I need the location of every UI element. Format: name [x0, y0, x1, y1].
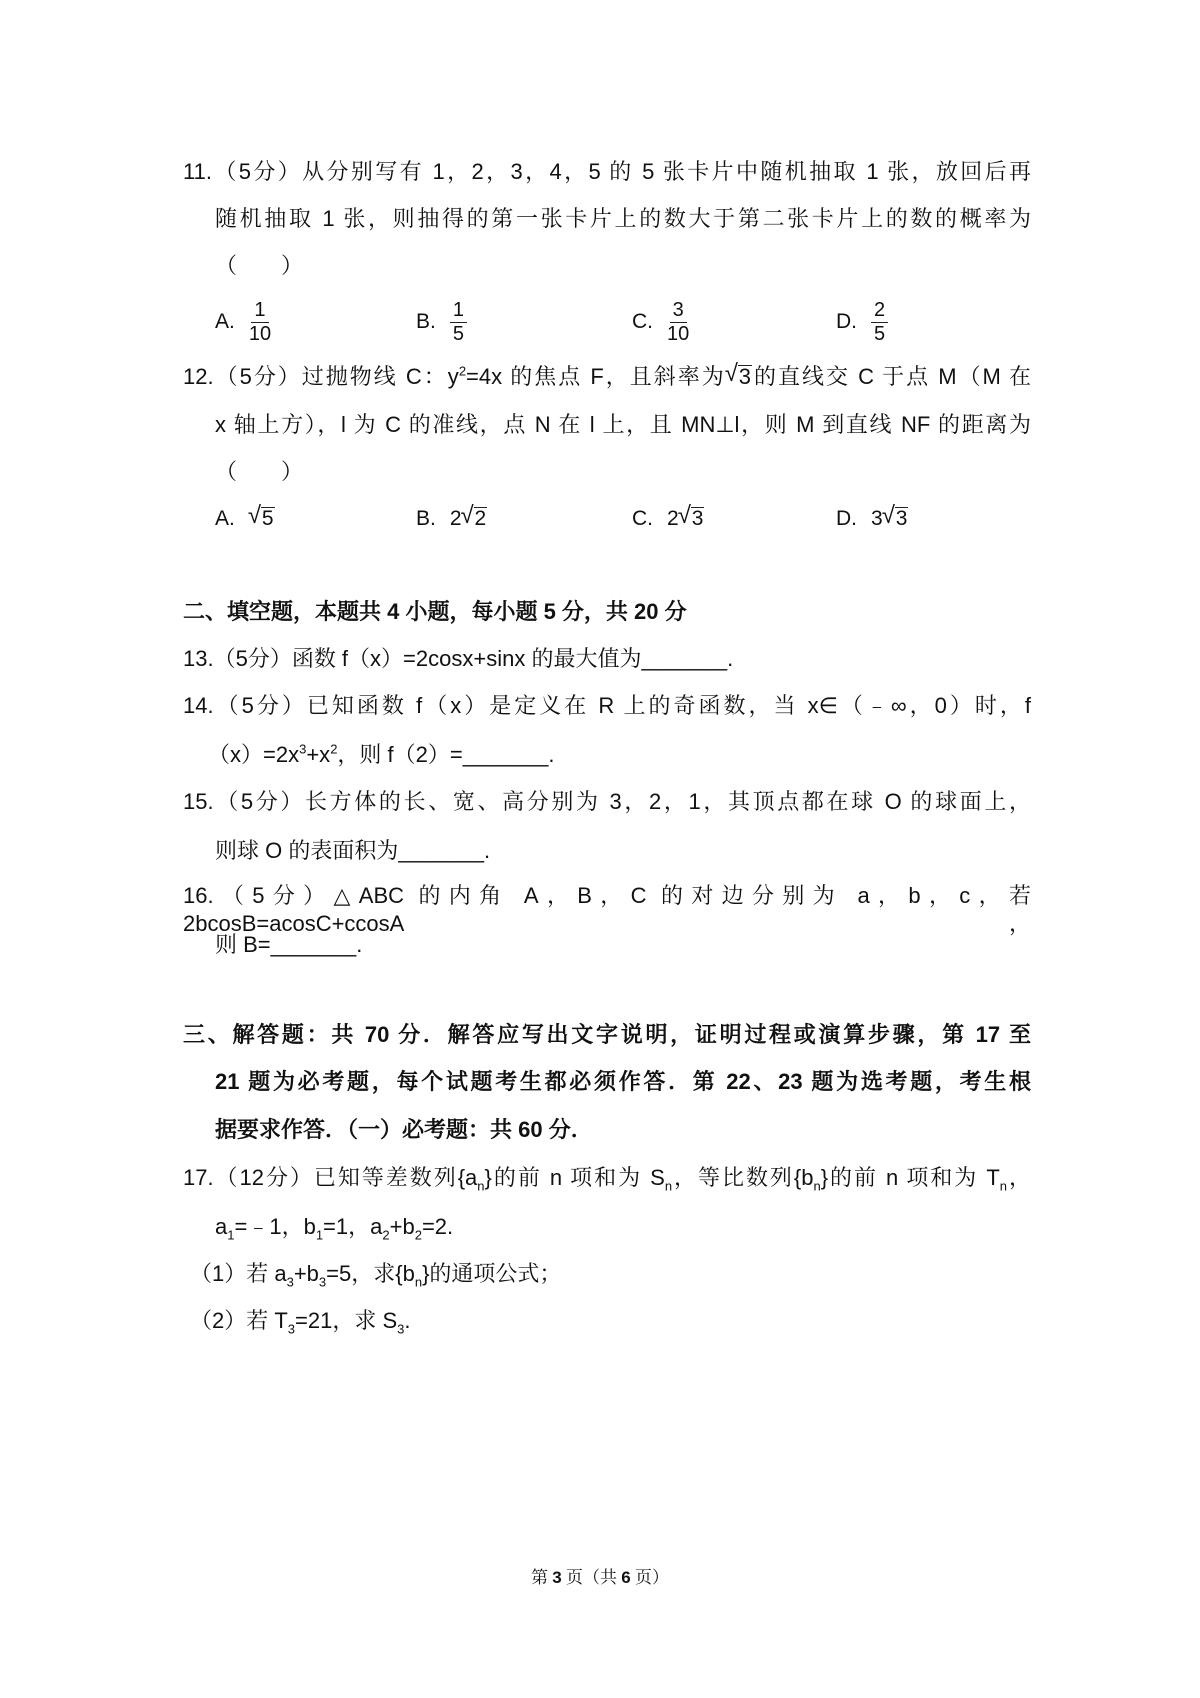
option-label: B.	[416, 507, 436, 530]
text-run: 12.（5分）过抛物线 C：y	[183, 364, 459, 389]
text-run: 11.（5分）从分别写有 1，2，3，4，5 的 5 张卡片中随机抽取 1 张，放回后再	[183, 159, 1031, 184]
text-run: 的直线交 C 于点 M（M 在	[752, 364, 1031, 389]
numerator: 3	[670, 299, 687, 323]
numerator: 2	[871, 299, 888, 323]
text-run: }的通项公式；	[422, 1261, 562, 1286]
numerator: 1	[251, 299, 268, 323]
subscript: 2	[414, 1227, 422, 1243]
option-label: C.	[632, 310, 653, 333]
text-run: .	[727, 646, 734, 671]
answer-blank: _______	[270, 932, 357, 957]
text-run: =21，求 S	[295, 1308, 398, 1333]
text-run: 据要求作答．（一）必考题：共 60 分．	[215, 1117, 593, 1142]
question-text-line	[208, 741, 555, 769]
section-heading-line	[183, 598, 687, 626]
question-text-line	[190, 1307, 411, 1335]
question-text-line	[215, 931, 362, 959]
option-label: B.	[416, 310, 436, 333]
subscript: n	[813, 1178, 821, 1194]
answer-option	[632, 297, 689, 347]
section-heading-line	[215, 1116, 593, 1144]
question-text-line	[215, 837, 490, 865]
radical-value	[450, 507, 487, 531]
option-label: C.	[632, 507, 653, 530]
coefficient: 3	[871, 507, 883, 530]
superscript: 2	[458, 363, 467, 379]
radical-value	[249, 507, 275, 531]
page-number: 3	[552, 1568, 562, 1587]
question-text-line	[215, 411, 1031, 439]
text-run: }的前 n 项和为 S	[484, 1165, 665, 1190]
text-run: }的前 n 项和为 T	[820, 1165, 1000, 1190]
superscript: 3	[299, 741, 307, 757]
text-run: =2.	[421, 1214, 454, 1239]
answer-blank: _______	[641, 646, 728, 671]
text-run: =1，a	[323, 1214, 383, 1239]
subscript: n	[414, 1274, 423, 1290]
text-run: +x	[306, 742, 331, 767]
denominator: 10	[667, 322, 690, 345]
text-run: 三、解答题：共 70 分．解答应写出文字说明，证明过程或演算步骤，第 17 至	[183, 1022, 1031, 1047]
subscript: 1	[315, 1227, 324, 1243]
text-run: ，等比数列{b	[672, 1165, 814, 1190]
text-run: （x）=2x	[208, 742, 300, 767]
text-run: 则球 O 的表面积为	[215, 838, 399, 863]
question-text-line	[215, 205, 1031, 233]
answer-blank: _______	[398, 838, 484, 863]
text-run: （ ）	[215, 253, 304, 278]
footer-text: 页）	[630, 1568, 669, 1587]
text-run: 13.（5分）函数 f（x）=2cosx+sinx 的最大值为	[183, 646, 642, 671]
fraction	[871, 299, 888, 346]
answer-option	[632, 494, 704, 544]
numerator: 1	[450, 299, 467, 323]
total-pages: 6	[621, 1568, 631, 1587]
text-run: 15.（5分）长方体的长、宽、高分别为 3，2，1，其顶点都在球 O 的球面上，	[183, 789, 1031, 814]
answer-blank: _______	[462, 742, 549, 767]
subscript: 3	[286, 1274, 294, 1290]
answer-option	[215, 297, 271, 347]
fraction	[249, 299, 271, 346]
subscript: 3	[397, 1321, 405, 1337]
question-text-line	[183, 158, 1031, 186]
subscript: 1	[227, 1227, 235, 1243]
option-label: A.	[215, 310, 235, 333]
fraction	[450, 299, 467, 346]
footer-text: 页（共	[561, 1568, 622, 1587]
answer-option	[215, 494, 275, 544]
text-run: .	[404, 1308, 411, 1333]
question-text-line	[215, 1213, 453, 1241]
text-run: 16.（5分）△ABC 的内角 A，B，C 的对边分别为 a，b，c，若 2bcosB=acosC+ccosA，	[183, 883, 1031, 936]
text-run: .	[356, 932, 363, 957]
text-run: =4x 的焦点 F，且斜率为	[466, 364, 726, 389]
text-run: =5，求{b	[326, 1261, 415, 1286]
answer-option	[836, 494, 908, 544]
text-run: 21 题为必考题，每个试题考生都必须作答．第 22、23 题为选考题，考生根	[215, 1069, 1031, 1094]
option-label: D.	[836, 507, 857, 530]
text-run: a	[215, 1214, 228, 1239]
question-text-line	[183, 363, 1031, 391]
text-run: 二、填空题，本题共 4 小题，每小题 5 分，共 20 分	[183, 599, 687, 624]
question-text-line	[183, 1164, 1031, 1192]
page-footer	[0, 1563, 1200, 1588]
square-root: √ 2	[474, 507, 488, 530]
answer-option	[836, 297, 888, 347]
text-run: 17.（12分）已知等差数列{a	[183, 1165, 478, 1190]
superscript: 2	[330, 741, 338, 757]
text-run: .	[484, 838, 491, 863]
denominator: 10	[248, 322, 272, 345]
square-root: √ 3	[691, 507, 705, 530]
denominator: 5	[452, 322, 464, 345]
question-text-line	[183, 882, 1031, 936]
square-root: √ 5	[261, 507, 275, 530]
option-label: A.	[215, 507, 235, 530]
text-run: 14.（5分）已知函数 f（x）是定义在 R 上的奇函数，当 x∈（﹣∞，0）时，f	[183, 693, 1031, 718]
text-run: +b	[293, 1261, 319, 1286]
radical-value	[667, 507, 704, 531]
square-root: √ 3	[895, 507, 909, 530]
section-heading-line	[215, 1068, 1031, 1096]
square-root: √ 3	[738, 365, 752, 388]
subscript: n	[999, 1178, 1008, 1194]
section-heading-line	[183, 1021, 1031, 1049]
coefficient: 2	[449, 507, 462, 530]
text-run: =﹣1，b	[234, 1214, 316, 1239]
question-text-line	[183, 692, 1031, 720]
text-run: ，则 f（2）=	[337, 742, 463, 767]
question-text-line	[215, 252, 303, 280]
option-label: D.	[836, 310, 857, 333]
text-run: .	[548, 742, 555, 767]
footer-text: 第	[531, 1568, 553, 1587]
question-text-line	[183, 788, 1031, 816]
question-text-line	[190, 1260, 561, 1288]
answer-option	[416, 297, 467, 347]
denominator: 5	[874, 322, 886, 345]
text-run: ，	[1007, 1165, 1031, 1190]
subscript: 2	[382, 1227, 390, 1243]
text-run: x 轴上方），l 为 C 的准线，点 N 在 l 上，且 MN⊥l，则 M 到直线 NF 的距离为	[215, 412, 1031, 437]
text-run: （1）若 a	[190, 1261, 287, 1286]
subscript: 3	[287, 1321, 296, 1337]
subscript: n	[477, 1178, 485, 1194]
text-run: （ ）	[215, 459, 304, 484]
text-run: 则 B=	[215, 932, 271, 957]
text-run: （2）若 T	[190, 1308, 288, 1333]
subscript: n	[664, 1178, 673, 1194]
coefficient: 2	[667, 507, 679, 530]
question-text-line	[215, 458, 303, 486]
subscript: 3	[318, 1274, 327, 1290]
answer-option	[416, 494, 487, 544]
fraction	[667, 299, 689, 346]
text-run: 随机抽取 1 张，则抽得的第一张卡片上的数大于第二张卡片上的数的概率为	[215, 206, 1031, 231]
radical-value	[871, 507, 908, 531]
text-run: +b	[389, 1214, 415, 1239]
question-text-line	[183, 645, 733, 673]
